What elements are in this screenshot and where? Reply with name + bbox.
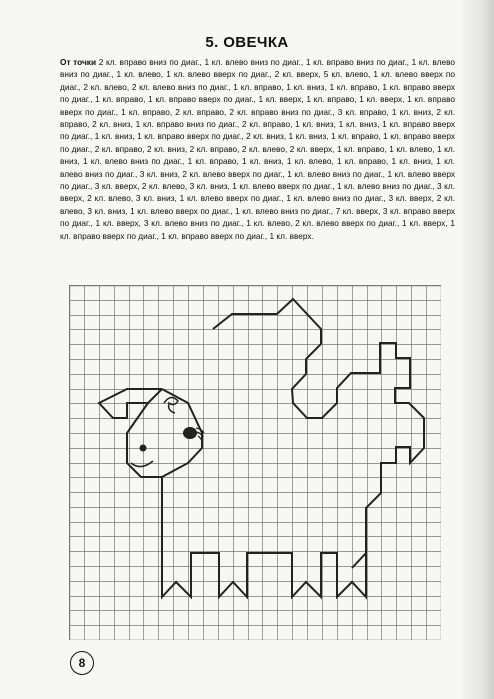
sheep-outline xyxy=(99,299,424,597)
sheep-chest xyxy=(162,477,366,597)
page-number: 8 xyxy=(70,651,94,675)
instructions-text xyxy=(60,56,455,242)
sheep-eye-right xyxy=(183,427,197,439)
instructions-body: 2 кл. вправо вниз по диаг., 1 кл. влево вниз по диаг., 1 кл. вправо вниз по диаг., 1 кл. влево вниз по диаг., 1 кл. влево, 1 кл. влево вверх по диаг., 2 кл. вверх, 5 кл. влево, 1 кл. влево вверх по диаг., 2 кл. влево, 2 кл. влево вниз по диаг., 1 кл. вправо, 1 кл. вниз, 1 кл. вправо, 1 кл. вправо вверх по диаг., 1 кл. вправо, 1 кл. вправо вверх по диаг., 1 кл. вверх, 1 кл. вправо, 1 кл. вверх, 1 кл. вправо вверх по диаг., 1 кл. вправо, 2 кл. вправо, 2 кл. вправо вниз по диаг., 3 кл. вправо, 1 кл. вниз, 2 кл. вправо, 2 кл. вниз, 1 кл. вправо вниз по диаг., 2 кл. вправо, 1 кл. вниз, 1 кл. вниз, 1 кл. вправо вверх по диаг., 1 кл. вниз, 1 кл. вправо вверх по диаг., 2 кл. вниз, 1 кл. вниз, 1 кл. вправо, 1 кл. вправо вверх по диаг., 2 кл. вправо, 2 кл. вниз, 2 кл. вправо, 2 кл. влево, 2 кл. вверх, 1 кл. вправо, 1 кл. влево, 1 кл. вниз, 1 кл. влево вниз по диаг., 1 кл. вправо, 1 кл. вниз, 1 кл. влево, 1 кл. вправо, 1 кл. вниз, 1 кл. влево вниз по диаг., 3 кл. вниз, 2 кл. влево вверх по диаг., 1 кл. влево вниз по диаг., 1 кл. влево вверх по диаг., 3 кл. вверх, 2 кл. влево, 3 кл. вниз, 1 кл. влево вверх по диаг., 1 кл. влево вниз по диаг., 3 кл. вверх, 2 кл. влево, 3 кл. вниз, 1 кл. влево вверх по диаг., 1 кл. влево вниз по диаг., 3 кл. вверх, 2 кл. влево, 3 кл. вниз, 1 кл. влево вверх по диаг., 1 кл. влево вниз по диаг., 7 кл. вверх, 3 кл. вправо вверх по диаг., 1 кл. вверх, 3 кл. влево вниз по диаг., 1 кл. влево, 2 кл. влево вверх по диаг., 1 кл. вверх, 1 кл. вправо вверх по диаг., 1 кл. вправо вверх по диаг., 1 кл. вверх. xyxy=(60,57,455,241)
drawing-grid xyxy=(69,285,441,640)
page-binding-shadow xyxy=(462,0,494,699)
sheep-curl xyxy=(164,397,178,413)
sheep-grid-svg xyxy=(69,285,441,640)
sheep-eye-left xyxy=(140,445,147,452)
instructions-lead: От точки xyxy=(60,57,97,67)
page-title: 5. ОВЕЧКА xyxy=(205,34,289,51)
